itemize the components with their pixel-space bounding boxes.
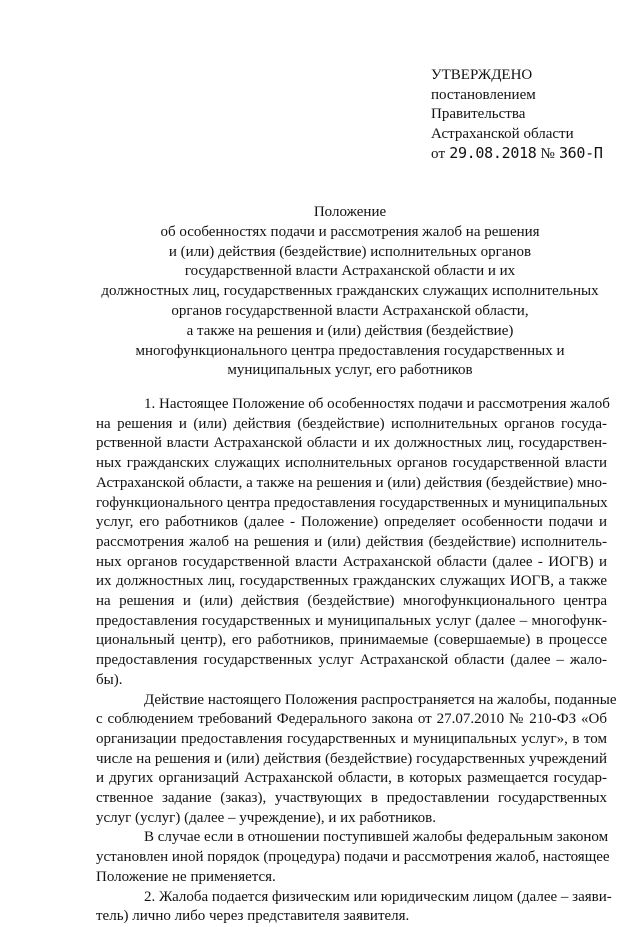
title-line: государственной власти Астраханской области и их [184,263,516,280]
paragraph-line: и других организаций Астраханской области, в которых размещается государ- [96,770,607,787]
paragraph-line: ных гражданских служащих исполнительных органов государственной власти [96,455,607,472]
paragraph-line: числе на решения и (или) действия (бездействие) государственных учреждений [96,750,607,767]
paragraph-line: гофункционального центра предоставления государственных и муниципальных [96,494,608,511]
paragraph [96,888,612,927]
paragraph-line: Астраханской области, а также на решения и (или) действия (бездействие) мно- [96,474,607,491]
paragraph-line: циональный центр), его работников, принимаемые (совершаемые) в процессе [96,632,607,649]
paragraph-line: Положение не применяется. [96,868,276,885]
approval-stamp-block [431,66,631,165]
title-line: и (или) действия (бездействие) исполнительных органов [168,243,532,260]
paragraph-line: ственное задание (заказ), участвующих в предоставлении государственных [96,790,607,807]
approval-line-government: Правительства [431,106,526,122]
paragraph-line: с соблюдением требований Федерального закона от 27.07.2010 № 210-ФЗ «Об [96,711,607,728]
title-line: а также на решения и (или) действия (бездействие) [186,322,514,339]
paragraph-line: их должностных лиц, государственных гражданских служащих ИОГВ, а также [96,573,607,590]
title-line: муниципальных услуг, его работников [227,362,473,379]
paragraph-line: на решения и (или) действия (бездействие) исполнительных органов госуда- [96,415,607,432]
paragraph-line: предоставления государственных услуг Астраханской области (далее – жало- [96,652,607,669]
paragraph-line: бы). [96,671,123,688]
document-title [100,203,600,381]
paragraph-line: 1. Настоящее Положение об особенностях подачи и рассмотрения жалоб [144,396,610,412]
paragraph-line: В случае если в отношении поступившей жалобы федеральным законом [144,829,609,846]
order-prefix: от [431,146,446,162]
paragraph-line: тель) лично либо через представителя заявителя. [96,908,410,925]
paragraph-line: установлен иной порядок (процедура) подачи и рассмотрения жалоб, настоящее [96,849,610,866]
order-number-sign: № [540,146,555,162]
title-line: должностных лиц, государственных гражданских служащих исполнительных [101,283,599,300]
paragraph [96,828,610,887]
document-body [96,395,617,927]
title-line: органов государственной власти Астраханской области, [171,302,529,319]
title-line: многофункционального центра предоставления государственных и [135,342,565,359]
approval-heading: УТВЕРЖДЕНО [431,67,533,83]
paragraph-line: предоставления государственных и муниципальных услуг (далее – многофунк- [96,612,607,629]
paragraph-line: организации предоставления государственных и муниципальных услуг», в том [96,730,607,747]
paragraph-line: рственной власти Астраханской области и их должностных лиц, государствен- [96,435,607,452]
paragraph-line: 2. Жалоба подается физическим или юридическим лицом (далее – заяви- [144,888,612,905]
approval-line-region: Астраханской области [431,125,574,142]
paragraph-line: услуг (услуг) (далее – учреждение), и их работников. [96,809,436,826]
approval-line-resolution: постановлением [431,86,536,103]
paragraph-line: рассмотрения жалоб на решения и (или) действия (бездействие) исполнитель- [96,533,607,550]
paragraph [96,691,617,829]
paragraph-line: ных органов государственной власти Астраханской области (далее - ИОГВ) и [96,553,607,570]
order-date: 29.08.2018 [449,144,537,162]
paragraph-line: Действие настоящего Положения распространяется на жалобы, поданные [144,691,617,708]
approval-order-line [431,144,631,165]
title-heading: Положение [313,204,387,220]
paragraph-line: услуг, его работников (далее - Положение) определяет особенности подачи и [96,514,607,531]
paragraph-line: на решения и (или) действия (бездействие) многофункционального центра [96,593,607,610]
order-number: 360-П [558,144,603,162]
paragraph [96,395,610,691]
title-line: об особенностях подачи и рассмотрения жалоб на решения [160,223,540,240]
